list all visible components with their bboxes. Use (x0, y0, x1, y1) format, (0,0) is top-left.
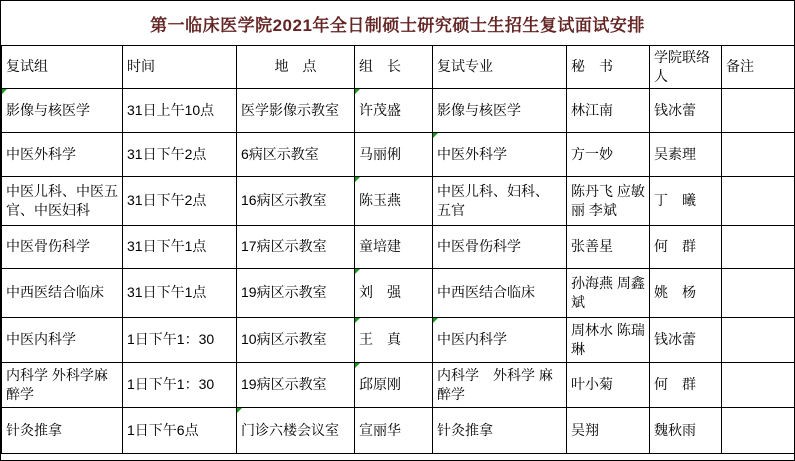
table-cell: 陈丹飞 应敏丽 李斌 (567, 176, 650, 225)
table-cell (722, 176, 795, 225)
table-row (2, 176, 795, 225)
table-row (2, 407, 795, 453)
table-cell: 19病区示教室 (237, 362, 355, 407)
table-cell (722, 362, 795, 407)
table-cell (722, 268, 795, 317)
table-cell: 姚 杨 (650, 268, 722, 317)
table-header-row (2, 46, 795, 89)
table-cell: 19病区示教室 (237, 268, 355, 317)
table-body (2, 88, 795, 453)
table-cell (722, 225, 795, 268)
column-header: 复试组 (2, 46, 123, 89)
table-cell: 陈玉燕 (355, 176, 433, 225)
table-cell: 针灸推拿 (2, 407, 123, 453)
table-cell: 1日下午1：30 (123, 362, 237, 407)
table-cell: 内科学 外科学麻醉学 (2, 362, 123, 407)
table-cell: 林江南 (567, 88, 650, 132)
table-cell: 31日下午2点 (123, 176, 237, 225)
interview-schedule-table (1, 45, 795, 454)
column-header: 时间 (123, 46, 237, 89)
table-cell: 邱原刚 (355, 362, 433, 407)
table-cell (722, 88, 795, 132)
table-cell: 影像与核医学 (2, 88, 123, 132)
table-cell: 中医内科学 (2, 317, 123, 362)
table-row (2, 362, 795, 407)
table-cell: 魏秋雨 (650, 407, 722, 453)
table-cell: 1日下午6点 (123, 407, 237, 453)
column-header: 学院联络人 (650, 46, 722, 89)
table-cell: 张善星 (567, 225, 650, 268)
table-cell: 钱冰蕾 (650, 317, 722, 362)
table-cell: 中医儿科、妇科、五官 (433, 176, 567, 225)
table-cell: 内科学 外科学 麻醉学 (433, 362, 567, 407)
table-cell: 31日上午10点 (123, 88, 237, 132)
table-cell: 叶小菊 (567, 362, 650, 407)
table-row (2, 317, 795, 362)
table-cell: 中医儿科、中医五官、中医妇科 (2, 176, 123, 225)
column-header: 复试专业 (433, 46, 567, 89)
column-header: 地 点 (237, 46, 355, 89)
column-header: 备注 (722, 46, 795, 89)
table-cell: 刘 强 (355, 268, 433, 317)
table-cell: 17病区示教室 (237, 225, 355, 268)
table-cell: 医学影像示教室 (237, 88, 355, 132)
table-cell: 中西医结合临床 (2, 268, 123, 317)
table-cell: 10病区示教室 (237, 317, 355, 362)
table-cell (722, 317, 795, 362)
table-row (2, 268, 795, 317)
table-cell: 中医外科学 (2, 132, 123, 176)
table-cell: 周林水 陈瑞琳 (567, 317, 650, 362)
table-cell: 童培建 (355, 225, 433, 268)
table-cell: 针灸推拿 (433, 407, 567, 453)
table-cell: 1日下午1：30 (123, 317, 237, 362)
table-cell: 中医骨伤科学 (2, 225, 123, 268)
table-cell: 16病区示教室 (237, 176, 355, 225)
table-cell: 许茂盛 (355, 88, 433, 132)
table-cell: 王 真 (355, 317, 433, 362)
table-cell: 钱冰蕾 (650, 88, 722, 132)
table-cell (722, 407, 795, 453)
table-cell: 孙海燕 周鑫斌 (567, 268, 650, 317)
table-cell: 何 群 (650, 225, 722, 268)
table-cell: 中医骨伤科学 (433, 225, 567, 268)
table-cell: 方一妙 (567, 132, 650, 176)
table-cell: 丁 曦 (650, 176, 722, 225)
table-cell: 31日下午1点 (123, 225, 237, 268)
table-cell: 马丽俐 (355, 132, 433, 176)
table-cell (722, 132, 795, 176)
page-title: 第一临床医学院2021年全日制硕士研究硕士生招生复试面试安排 (150, 15, 645, 35)
table-cell: 31日下午1点 (123, 268, 237, 317)
column-header: 秘 书 (567, 46, 650, 89)
table-row (2, 225, 795, 268)
table-cell: 门诊六楼会议室 (237, 407, 355, 453)
table-cell: 中医内科学 (433, 317, 567, 362)
table-row (2, 88, 795, 132)
table-cell: 中西医结合临床 (433, 268, 567, 317)
table-cell: 吴素理 (650, 132, 722, 176)
table-cell: 31日下午2点 (123, 132, 237, 176)
table-cell: 宣丽华 (355, 407, 433, 453)
table-cell: 影像与核医学 (433, 88, 567, 132)
column-header: 组 长 (355, 46, 433, 89)
table-row (2, 132, 795, 176)
table-cell: 中医外科学 (433, 132, 567, 176)
table-cell: 吴翔 (567, 407, 650, 453)
table-cell: 何 群 (650, 362, 722, 407)
table-cell: 6病区示教室 (237, 132, 355, 176)
